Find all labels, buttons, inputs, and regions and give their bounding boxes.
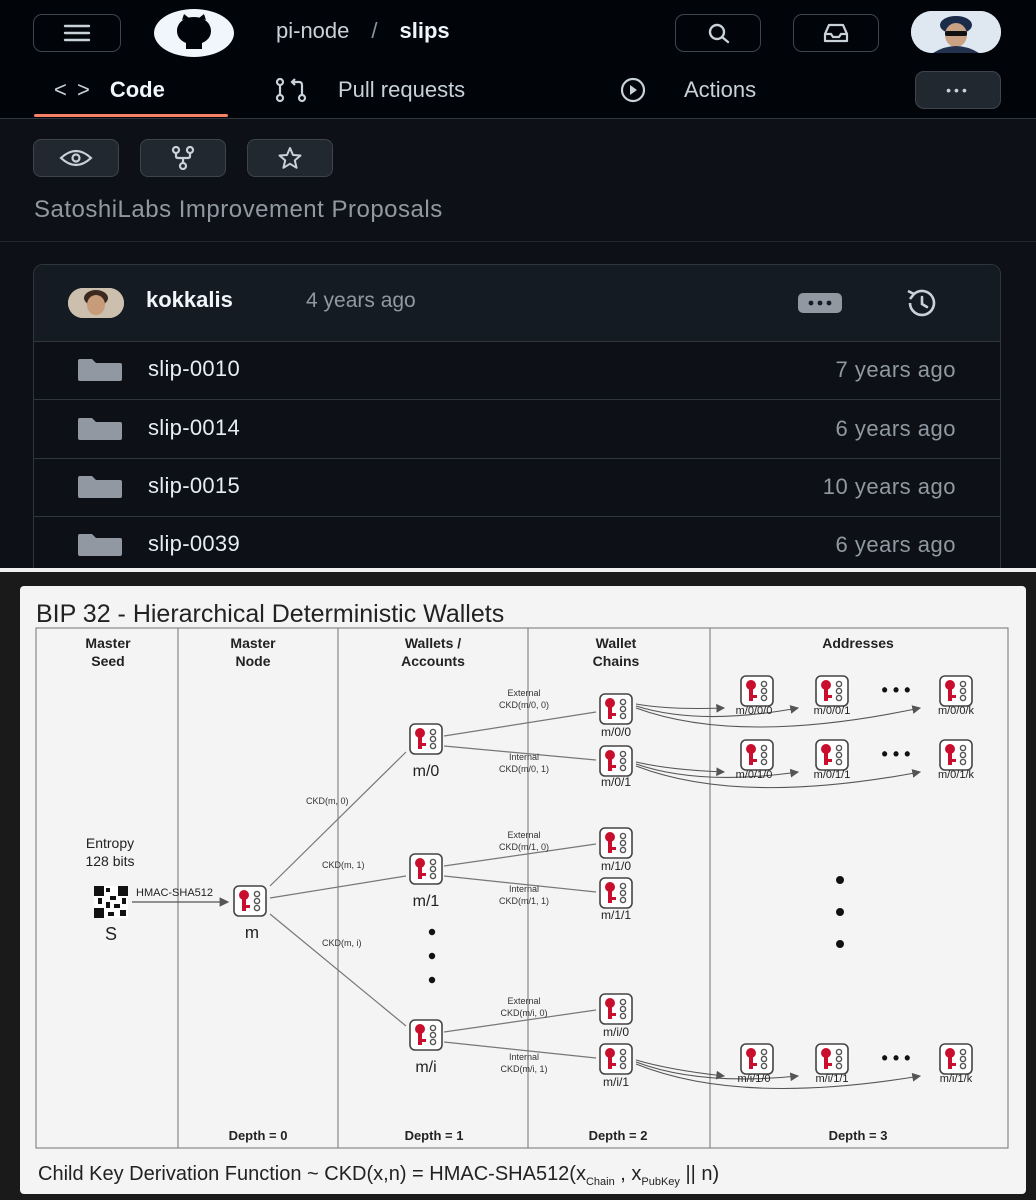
column-header-chains-2: Chains xyxy=(592,653,640,669)
chain-ckd-label: CKD(m/0, 0) xyxy=(498,700,550,710)
tab-code[interactable] xyxy=(54,74,165,106)
folder-icon xyxy=(78,534,122,556)
internal-label: Internal xyxy=(508,1052,540,1062)
watch-button[interactable] xyxy=(33,139,119,177)
ckd-label: CKD(m, 0) xyxy=(306,796,349,806)
github-logo-icon[interactable] xyxy=(153,8,235,58)
key-icon xyxy=(816,740,848,770)
hmac-label: HMAC-SHA512 xyxy=(136,887,214,899)
tab-pull-requests-label: Pull requests xyxy=(338,77,466,102)
key-icon xyxy=(600,878,632,908)
address-label: m/i/1/1 xyxy=(815,1073,849,1085)
key-icon xyxy=(816,1044,848,1074)
horizontal-ellipsis: • • • xyxy=(881,744,911,764)
external-label: External xyxy=(507,688,541,698)
repo-name-link[interactable]: slips xyxy=(399,18,450,43)
play-icon xyxy=(618,77,648,103)
file-age: 10 years ago xyxy=(822,474,956,499)
external-label: External xyxy=(507,996,541,1006)
depth-label: Depth = 1 xyxy=(404,1128,464,1143)
ckd-label: CKD(m, i) xyxy=(322,938,362,948)
column-header-master-node-2: Node xyxy=(235,653,271,669)
file-name-link[interactable]: slip-0039 xyxy=(148,531,240,556)
seed-label: S xyxy=(104,924,118,944)
tab-code-label: Code xyxy=(109,77,165,102)
file-name-link[interactable]: slip-0014 xyxy=(148,415,240,440)
key-icon xyxy=(940,740,972,770)
commit-message-toggle[interactable] xyxy=(798,293,842,313)
vertical-ellipsis xyxy=(429,929,435,983)
chain-label: m/i/1 xyxy=(602,1075,630,1089)
column-header-wallets: Wallets / xyxy=(404,635,462,651)
commit-time: 4 years ago xyxy=(306,289,416,312)
tab-actions-label: Actions xyxy=(684,77,757,102)
chain-ckd-label: CKD(m/i, 0) xyxy=(500,1008,548,1018)
ckd-label: CKD(m, 1) xyxy=(322,860,365,870)
menu-icon xyxy=(62,23,92,43)
chain-ckd-label: CKD(m/1, 1) xyxy=(498,896,550,906)
search-button[interactable] xyxy=(675,14,761,52)
address-label: m/0/0/0 xyxy=(735,705,773,717)
ckd-formula: Child Key Derivation Function ~ CKD(x,n) = HMAC-$SHA512(x_{Chain}$ , $x_{PubKey}$ || n) xyxy=(38,1163,720,1188)
breadcrumb-separator: / xyxy=(371,18,378,43)
code-icon: < > xyxy=(54,77,92,102)
chain-label: m/0/0 xyxy=(600,725,632,739)
account-label: m/i xyxy=(415,1059,437,1076)
diagram-title: BIP 32 - Hierarchical Deterministic Wallets xyxy=(36,600,505,628)
search-icon xyxy=(704,22,732,44)
depth-label: Depth = 0 xyxy=(228,1128,288,1143)
eye-icon xyxy=(59,148,93,168)
file-age: 6 years ago xyxy=(835,532,956,557)
inbox-icon xyxy=(820,22,852,44)
folder-icon xyxy=(78,359,122,381)
github-repo-view xyxy=(0,0,1036,568)
key-icon xyxy=(940,1044,972,1074)
folder-icon xyxy=(78,476,122,498)
address-label: m/0/1/0 xyxy=(735,769,773,781)
chain-label: m/1/0 xyxy=(600,859,632,873)
column-header-master-seed-2: Seed xyxy=(91,653,125,669)
app-header xyxy=(0,0,1036,119)
key-icon xyxy=(234,886,266,916)
tab-pull-requests[interactable] xyxy=(272,74,465,106)
column-header-addresses: Addresses xyxy=(822,635,894,651)
chain-label: m/0/1 xyxy=(600,775,632,789)
file-name-link[interactable]: slip-0015 xyxy=(148,473,240,498)
horizontal-ellipsis: • • • xyxy=(881,680,911,700)
chain-label: m/1/1 xyxy=(600,908,632,922)
key-icon xyxy=(940,676,972,706)
key-icon xyxy=(816,676,848,706)
key-icon xyxy=(600,828,632,858)
latest-commit-bar xyxy=(34,265,1000,342)
chain-ckd-label: CKD(m/0, 1) xyxy=(498,764,550,774)
internal-label: Internal xyxy=(508,884,540,894)
file-browser xyxy=(33,264,1001,570)
file-age: 7 years ago xyxy=(835,357,956,382)
entropy-bits-label: 128 bits xyxy=(85,853,135,869)
commit-author[interactable]: kokkalis xyxy=(146,287,233,312)
fork-button[interactable] xyxy=(140,139,226,177)
file-row[interactable] xyxy=(34,516,1000,570)
inbox-button[interactable] xyxy=(793,14,879,52)
key-icon xyxy=(741,1044,773,1074)
key-icon xyxy=(600,1044,632,1074)
internal-label: Internal xyxy=(508,752,540,762)
column-header-wallets-2: Accounts xyxy=(401,653,465,669)
account-label: m/0 xyxy=(412,763,440,780)
column-header-master-node: Master xyxy=(230,635,276,651)
address-label: m/0/0/1 xyxy=(813,705,851,717)
address-label: m/0/1/1 xyxy=(813,769,851,781)
address-label: m/i/1/0 xyxy=(737,1073,771,1085)
repo-description: SatoshiLabs Improvement Proposals xyxy=(34,196,443,223)
star-icon xyxy=(277,146,303,170)
column-header-master-seed: Master xyxy=(85,635,131,651)
repo-breadcrumb xyxy=(276,18,450,44)
folder-icon xyxy=(78,418,122,440)
external-label: External xyxy=(507,830,541,840)
entropy-label: Entropy xyxy=(85,835,135,851)
fork-icon xyxy=(170,146,196,170)
key-icon xyxy=(600,746,632,776)
vertical-ellipsis xyxy=(836,876,844,948)
history-button[interactable] xyxy=(900,285,944,321)
horizontal-ellipsis: • • • xyxy=(881,1048,911,1068)
key-icon xyxy=(600,994,632,1024)
key-icon xyxy=(741,740,773,770)
column-header-chains: Wallet xyxy=(595,635,637,651)
star-button[interactable] xyxy=(247,139,333,177)
account-label: m/1 xyxy=(412,893,440,910)
address-label: m/0/0/k xyxy=(937,705,975,717)
chain-ckd-label: CKD(m/i, 1) xyxy=(500,1064,548,1074)
master-node-label: m xyxy=(244,923,260,942)
file-age: 6 years ago xyxy=(835,416,956,441)
key-icon xyxy=(600,694,632,724)
key-icon xyxy=(410,1020,442,1050)
file-row[interactable] xyxy=(34,400,1000,459)
depth-label: Depth = 3 xyxy=(828,1128,888,1143)
address-label: m/i/1/k xyxy=(939,1073,973,1085)
depth-label: Depth = 2 xyxy=(588,1128,648,1143)
file-name-link[interactable]: slip-0010 xyxy=(148,356,240,381)
avatar[interactable] xyxy=(68,288,124,318)
more-tabs-button[interactable] xyxy=(915,71,1001,109)
bip32-diagram xyxy=(20,586,1026,1194)
pull-request-icon xyxy=(272,77,312,103)
file-row[interactable] xyxy=(34,458,1000,517)
qr-code-icon xyxy=(94,886,128,918)
history-icon xyxy=(900,285,944,321)
key-icon xyxy=(741,676,773,706)
address-label: m/0/1/k xyxy=(937,769,975,781)
kebab-icon xyxy=(805,299,835,307)
active-tab-underline xyxy=(34,114,228,117)
tab-actions[interactable] xyxy=(618,74,756,106)
chain-label: m/i/0 xyxy=(602,1025,630,1039)
kebab-icon: ••• xyxy=(946,82,970,98)
avatar[interactable] xyxy=(911,11,1001,53)
key-icon xyxy=(410,854,442,884)
menu-button[interactable] xyxy=(33,14,121,52)
key-icon xyxy=(410,724,442,754)
chain-ckd-label: CKD(m/1, 0) xyxy=(498,842,550,852)
repo-owner-link[interactable]: pi-node xyxy=(276,18,350,43)
file-row[interactable] xyxy=(34,341,1000,400)
